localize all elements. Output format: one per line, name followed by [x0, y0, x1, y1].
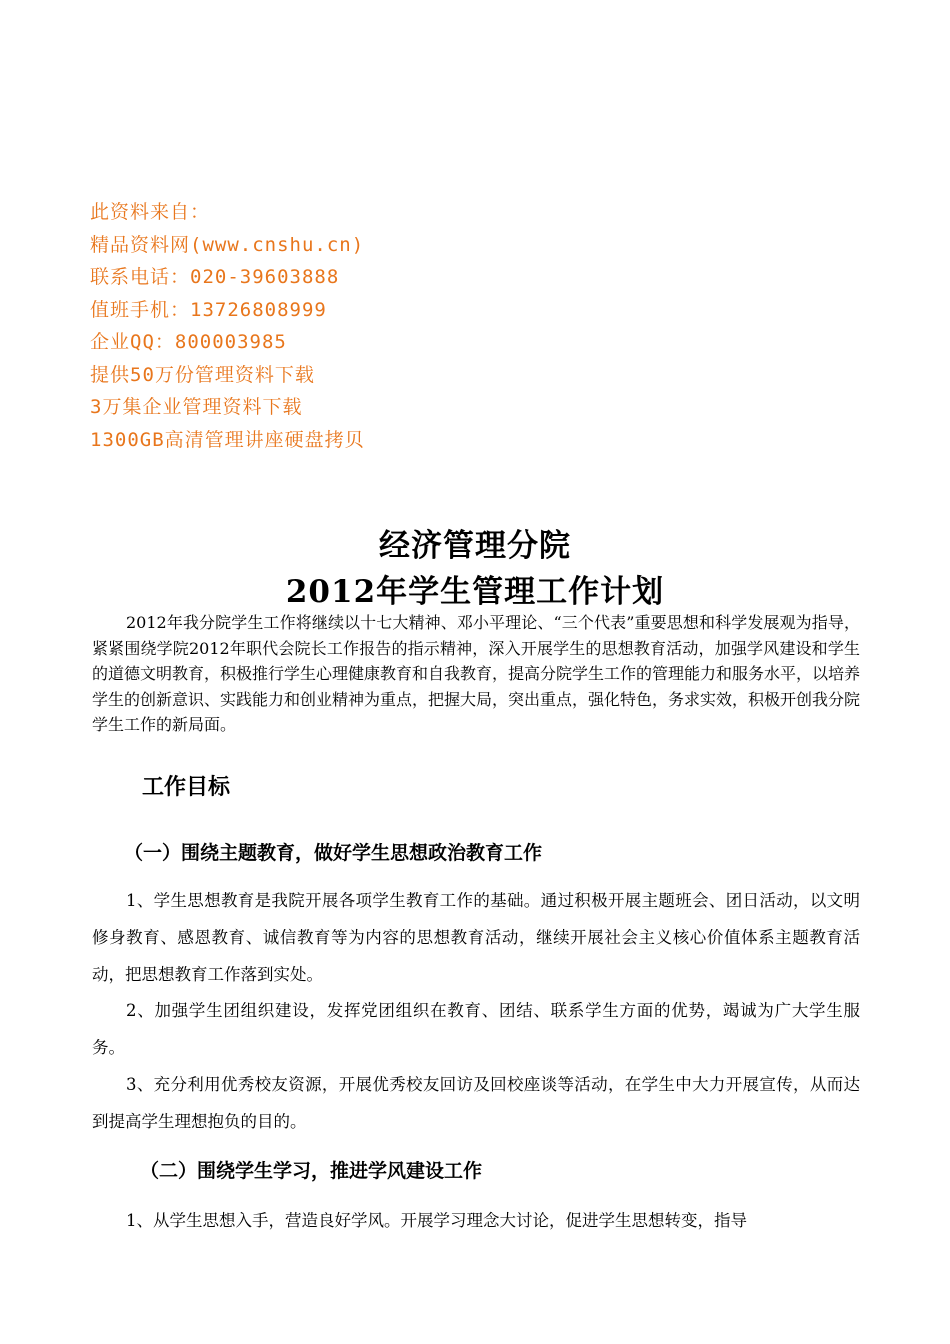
- promo-line-mobile: 值班手机：13726808999: [90, 298, 327, 321]
- promo-line-source: 此资料来自：: [90, 201, 211, 223]
- promo-line-offer-2: 3万集企业管理资料下载: [90, 396, 303, 418]
- intro-paragraph: 2012年我分院学生工作将继续以十七大精神、邓小平理论、“三个代表”重要思想和科学发展观为指导，紧紧围绕学院2012年职代会院长工作报告的指示精神，深入开展学生的思想教育活动，加强学风建设和学生的道德文明教育，积极推行学生心理健康教育和自我教育，提高分院学生工作的管理能力和服务水平，以培养学生的创新意识、实践能力和创业精神为重点，把握大局，突出重点，强化特色，务求实效，积极开创我分院学生工作的新局面。: [92, 613, 861, 735]
- goal-heading: 工作目标: [142, 775, 231, 800]
- section-1-heading: （一）围绕主题教育，做好学生思想政治教育工作: [124, 842, 543, 864]
- section-1-paragraph-3: 3、充分利用优秀校友资源，开展优秀校友回访及回校座谈等活动，在学生中大力开展宣传，从而达到提高学生理想抱负的目的。: [92, 1075, 860, 1131]
- promo-line-qq: 企业QQ：800003985: [90, 331, 287, 353]
- section-2-paragraph-1: 1、从学生思想入手，营造良好学风。开展学习理念大讨论，促进学生思想转变，指导: [126, 1211, 747, 1230]
- section-1-paragraph-1: 1、学生思想教育是我院开展各项学生教育工作的基础。通过积极开展主题班会、团日活动，以文明修身教育、感恩教育、诚信教育等为内容的思想教育活动，继续开展社会主义核心价值体系主题教育活动，把思想教育工作落到实处。: [92, 891, 860, 984]
- section-1-paragraph-2: 2、加强学生团组织建设，发挥党团组织在教育、团结、联系学生方面的优势，竭诚为广大学生服务。: [92, 1001, 860, 1057]
- promo-block: [90, 196, 790, 456]
- promo-line-offer-3: 1300GB高清管理讲座硬盘拷贝: [90, 428, 365, 451]
- document-title-line-2: 2012年学生管理工作计划: [285, 574, 665, 610]
- document-title-line-1: 经济管理分院: [379, 528, 571, 564]
- promo-line-website: 精品资料网(www.cnshu.cn): [90, 233, 365, 256]
- section-2-heading: （二）围绕学生学习，推进学风建设工作: [140, 1160, 483, 1182]
- promo-line-phone: 联系电话：020-39603888: [90, 266, 340, 288]
- promo-line-offer-1: 提供50万份管理资料下载: [90, 363, 315, 386]
